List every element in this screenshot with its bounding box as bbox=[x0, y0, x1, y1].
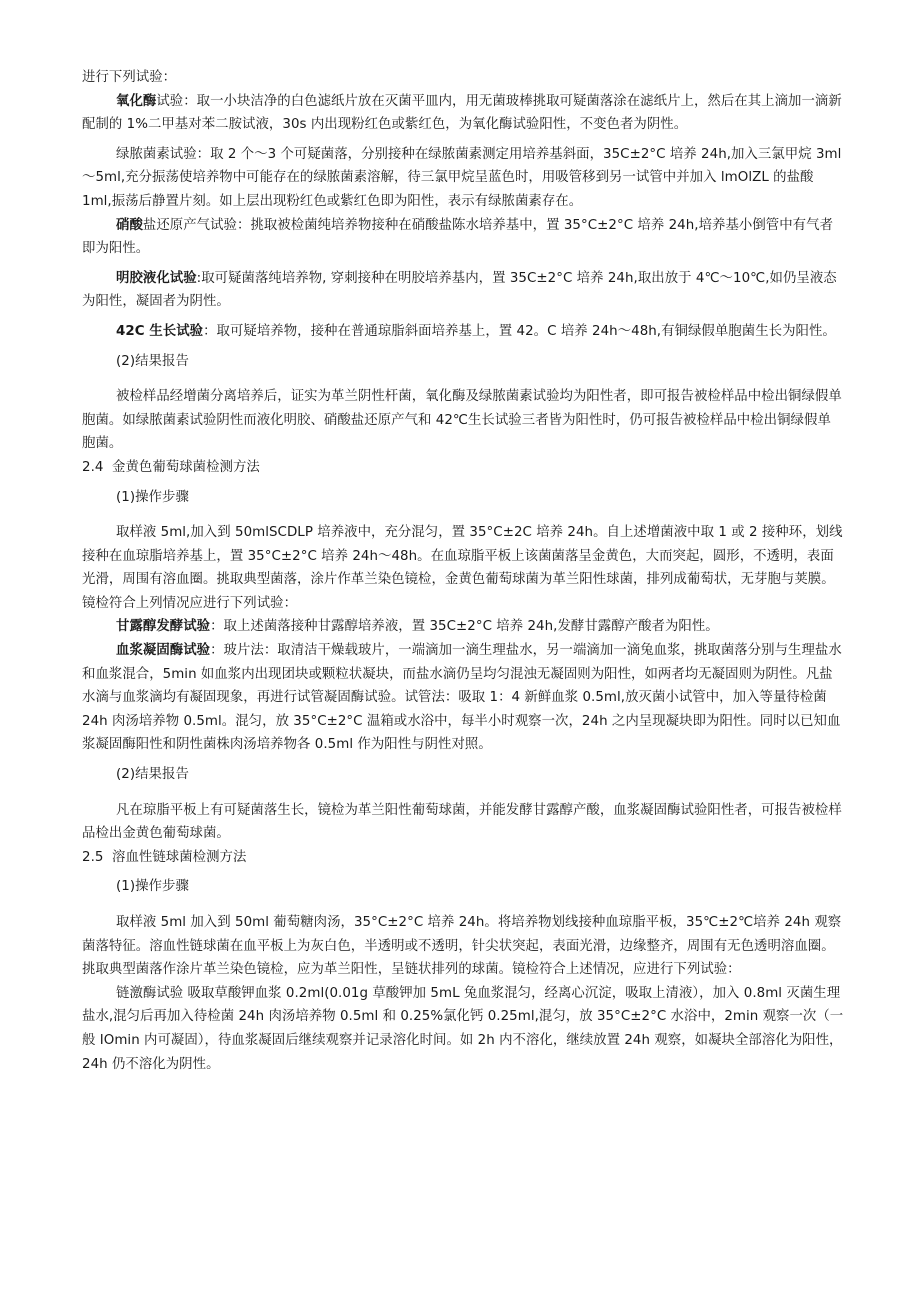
section-2-5-heading bbox=[82, 846, 844, 870]
steps-text-2-4: 取样液 5ml,加入到 50mlSCDLP 培养液中，充分混匀，置 35°C±2C 培养 24h。自上述增菌液中取 1 或 2 接种环，划线接种在血琼脂培养基上，置 35°C±2°C 培养 24h～48h。在血琼脂平板上该菌菌落呈金黄色，大而突起，圆形，不透明，表面光滑，周围有溶血圈。挑取典型菌落，涂片作革兰染色镜检，金黄色葡萄球菌为革兰阳性球菌，排列成葡萄状，无芽胞与荚膜。镜检符合上列情况应进行下列试验： bbox=[82, 525, 843, 611]
nitrate-lead: 硝酸 bbox=[116, 217, 143, 233]
mannitol-paragraph bbox=[82, 615, 844, 639]
coagulase-lead: 血浆凝固酶试验 bbox=[116, 643, 211, 659]
section-2-4-heading bbox=[82, 456, 844, 480]
section-2-4-number: 2.4 bbox=[82, 459, 104, 475]
gelatin-paragraph bbox=[82, 267, 844, 314]
nitrate-text: 盐还原产气试验：挑取被检菌纯培养物接种在硝酸盐陈水培养基中，置 35°C±2°C 培养 24h,培养基小倒管中有气者即为阳性。 bbox=[82, 217, 834, 257]
pyocyanin-paragraph: 绿脓菌素试验：取 2 个～3 个可疑菌落，分别接种在绿脓菌素测定用培养基斜面，35C±2°C 培养 24h,加入三氯甲烷 3ml～5ml,充分振荡使培养物中可能存在的绿脓菌素溶解，待三氯甲烷呈蓝色时，用吸管移到另一试管中并加入 lmOlZL 的盐酸 1ml,振荡后静置片刻。如上层出现粉红色或紫红色即为阳性，表示有绿脓菌素存在。 bbox=[82, 146, 842, 209]
oxidase-lead: 氧化酶 bbox=[116, 93, 157, 109]
nitrate-paragraph bbox=[82, 214, 844, 261]
coagulase-paragraph bbox=[82, 639, 844, 757]
result-text-2: 凡在琼脂平板上有可疑菌落生长，镜检为革兰阳性葡萄球菌，并能发酵甘露醇产酸，血浆凝固酶试验阳性者，可报告被检样品检出金黄色葡萄球菌。 bbox=[82, 802, 842, 842]
steps-text-2-5: 取样液 5ml 加入到 50ml 葡萄糖肉汤，35°C±2°C 培养 24h。将培养物划线接种血琼脂平板，35℃±2℃培养 24h 观察菌落特征。溶血性链球菌在血平板上为灰白色，半透明或不透明，针尖状突起，表面光滑，边缘整齐，周围有无色透明溶血圈。挑取典型菌落作涂片革兰染色镜检，应为革兰阳性，呈链状排列的球菌。镜检符合上述情况，应进行下列试验： bbox=[82, 915, 842, 978]
streptokinase-paragraph: 链激酶试验 吸取草酸钾血浆 0.2ml(0.01g 草酸钾加 5mL 兔血浆混匀，经离心沉淀，吸取上清液），加入 0.8ml 灭菌生理盐水,混匀后再加入待检菌 24h 肉汤培养物 0.5ml 和 0.25%氯化钙 0.25ml,混匀，放 35°C±2°C 水浴中，2min 观察一次（一般 IOmin 内可凝固），待血浆凝固后继续观察并记录溶化时间。如 2h 内不溶化，继续放置 24h 观察，如凝块全部溶化为阳性，24h 仍不溶化为阴性。 bbox=[82, 985, 844, 1072]
gelatin-lead: 明胶液化试验 bbox=[116, 270, 197, 286]
growth42-text: ：取可疑培养物，接种在普通琼脂斜面培养基上，置 42。C 培养 24h～48h,有铜绿假单胞菌生长为阳性。 bbox=[203, 323, 836, 339]
document-page bbox=[82, 66, 844, 1076]
mannitol-lead: 甘露醇发酵试验 bbox=[116, 619, 211, 635]
section-2-5-number: 2.5 bbox=[82, 849, 104, 865]
oxidase-text: 试验：取一小块洁净的白色滤纸片放在灭菌平皿内，用无菌玻棒挑取可疑菌落涂在滤纸片上，然后在其上滴加一滴新配制的 1%二甲基对苯二胺试液，30s 内出现粉红色或紫红色，为氧化酶试验阳性，不变色者为阴性。 bbox=[82, 93, 842, 133]
growth42-lead: 42C 生长试验 bbox=[116, 323, 204, 339]
result-label-1: (2)结果报告 bbox=[116, 353, 189, 369]
intro-line: 进行下列试验： bbox=[82, 70, 177, 85]
mannitol-text: ：取上述菌落接种甘露醇培养液，置 35C±2°C 培养 24h,发酵甘露醇产酸者为阳性。 bbox=[210, 619, 719, 635]
gelatin-text: :取可疑菌落纯培养物, 穿刺接种在明胶培养基内，置 35C±2°C 培养 24h,取出放于 4℃～10℃,如仍呈液态为阳性，凝固者为阴性。 bbox=[82, 270, 837, 310]
oxidase-paragraph bbox=[82, 90, 844, 137]
section-2-4-title: 金黄色葡萄球菌检测方法 bbox=[112, 459, 260, 475]
steps-label-2-5: (1)操作步骤 bbox=[116, 879, 189, 895]
section-2-5-title: 溶血性链球菌检测方法 bbox=[112, 849, 247, 865]
result-text-1: 被检样品经增菌分离培养后，证实为革兰阴性杆菌，氧化酶及绿脓菌素试验均为阳性者，即可报告被检样品中检出铜绿假单胞菌。如绿脓菌素试验阴性而液化明胶、硝酸盐还原产气和 42℃生长试验三者皆为阳性时，仍可报告被检样品中检出铜绿假单胞菌。 bbox=[82, 389, 842, 452]
coagulase-text: ：玻片法：取清洁干燥载玻片，一端滴加一滴生理盐水，另一端滴加一滴兔血浆，挑取菌落分别与生理盐水和血浆混合，5min 如血浆内出现团块或颗粒状凝块，而盐水滴仍呈均匀混浊无凝固则为阳性，如两者均无凝固则为阴性。凡盐水滴与血浆滴均有凝固现象，再进行试管凝固酶试验。试管法：吸取 1：4 新鲜血浆 0.5ml,放灭菌小试管中，加入等量待检菌 24h 肉汤培养物 0.5ml。混匀，放 35°C±2°C 温箱或水浴中，每半小时观察一次，24h 之内呈现凝块即为阳性。同时以已知血浆凝固酶阳性和阴性菌株肉汤培养物各 0.5ml 作为阳性与阴性对照。 bbox=[82, 643, 842, 753]
growth42-paragraph bbox=[82, 320, 844, 344]
result-label-2: (2)结果报告 bbox=[116, 767, 189, 783]
steps-label-2-4: (1)操作步骤 bbox=[116, 489, 189, 505]
